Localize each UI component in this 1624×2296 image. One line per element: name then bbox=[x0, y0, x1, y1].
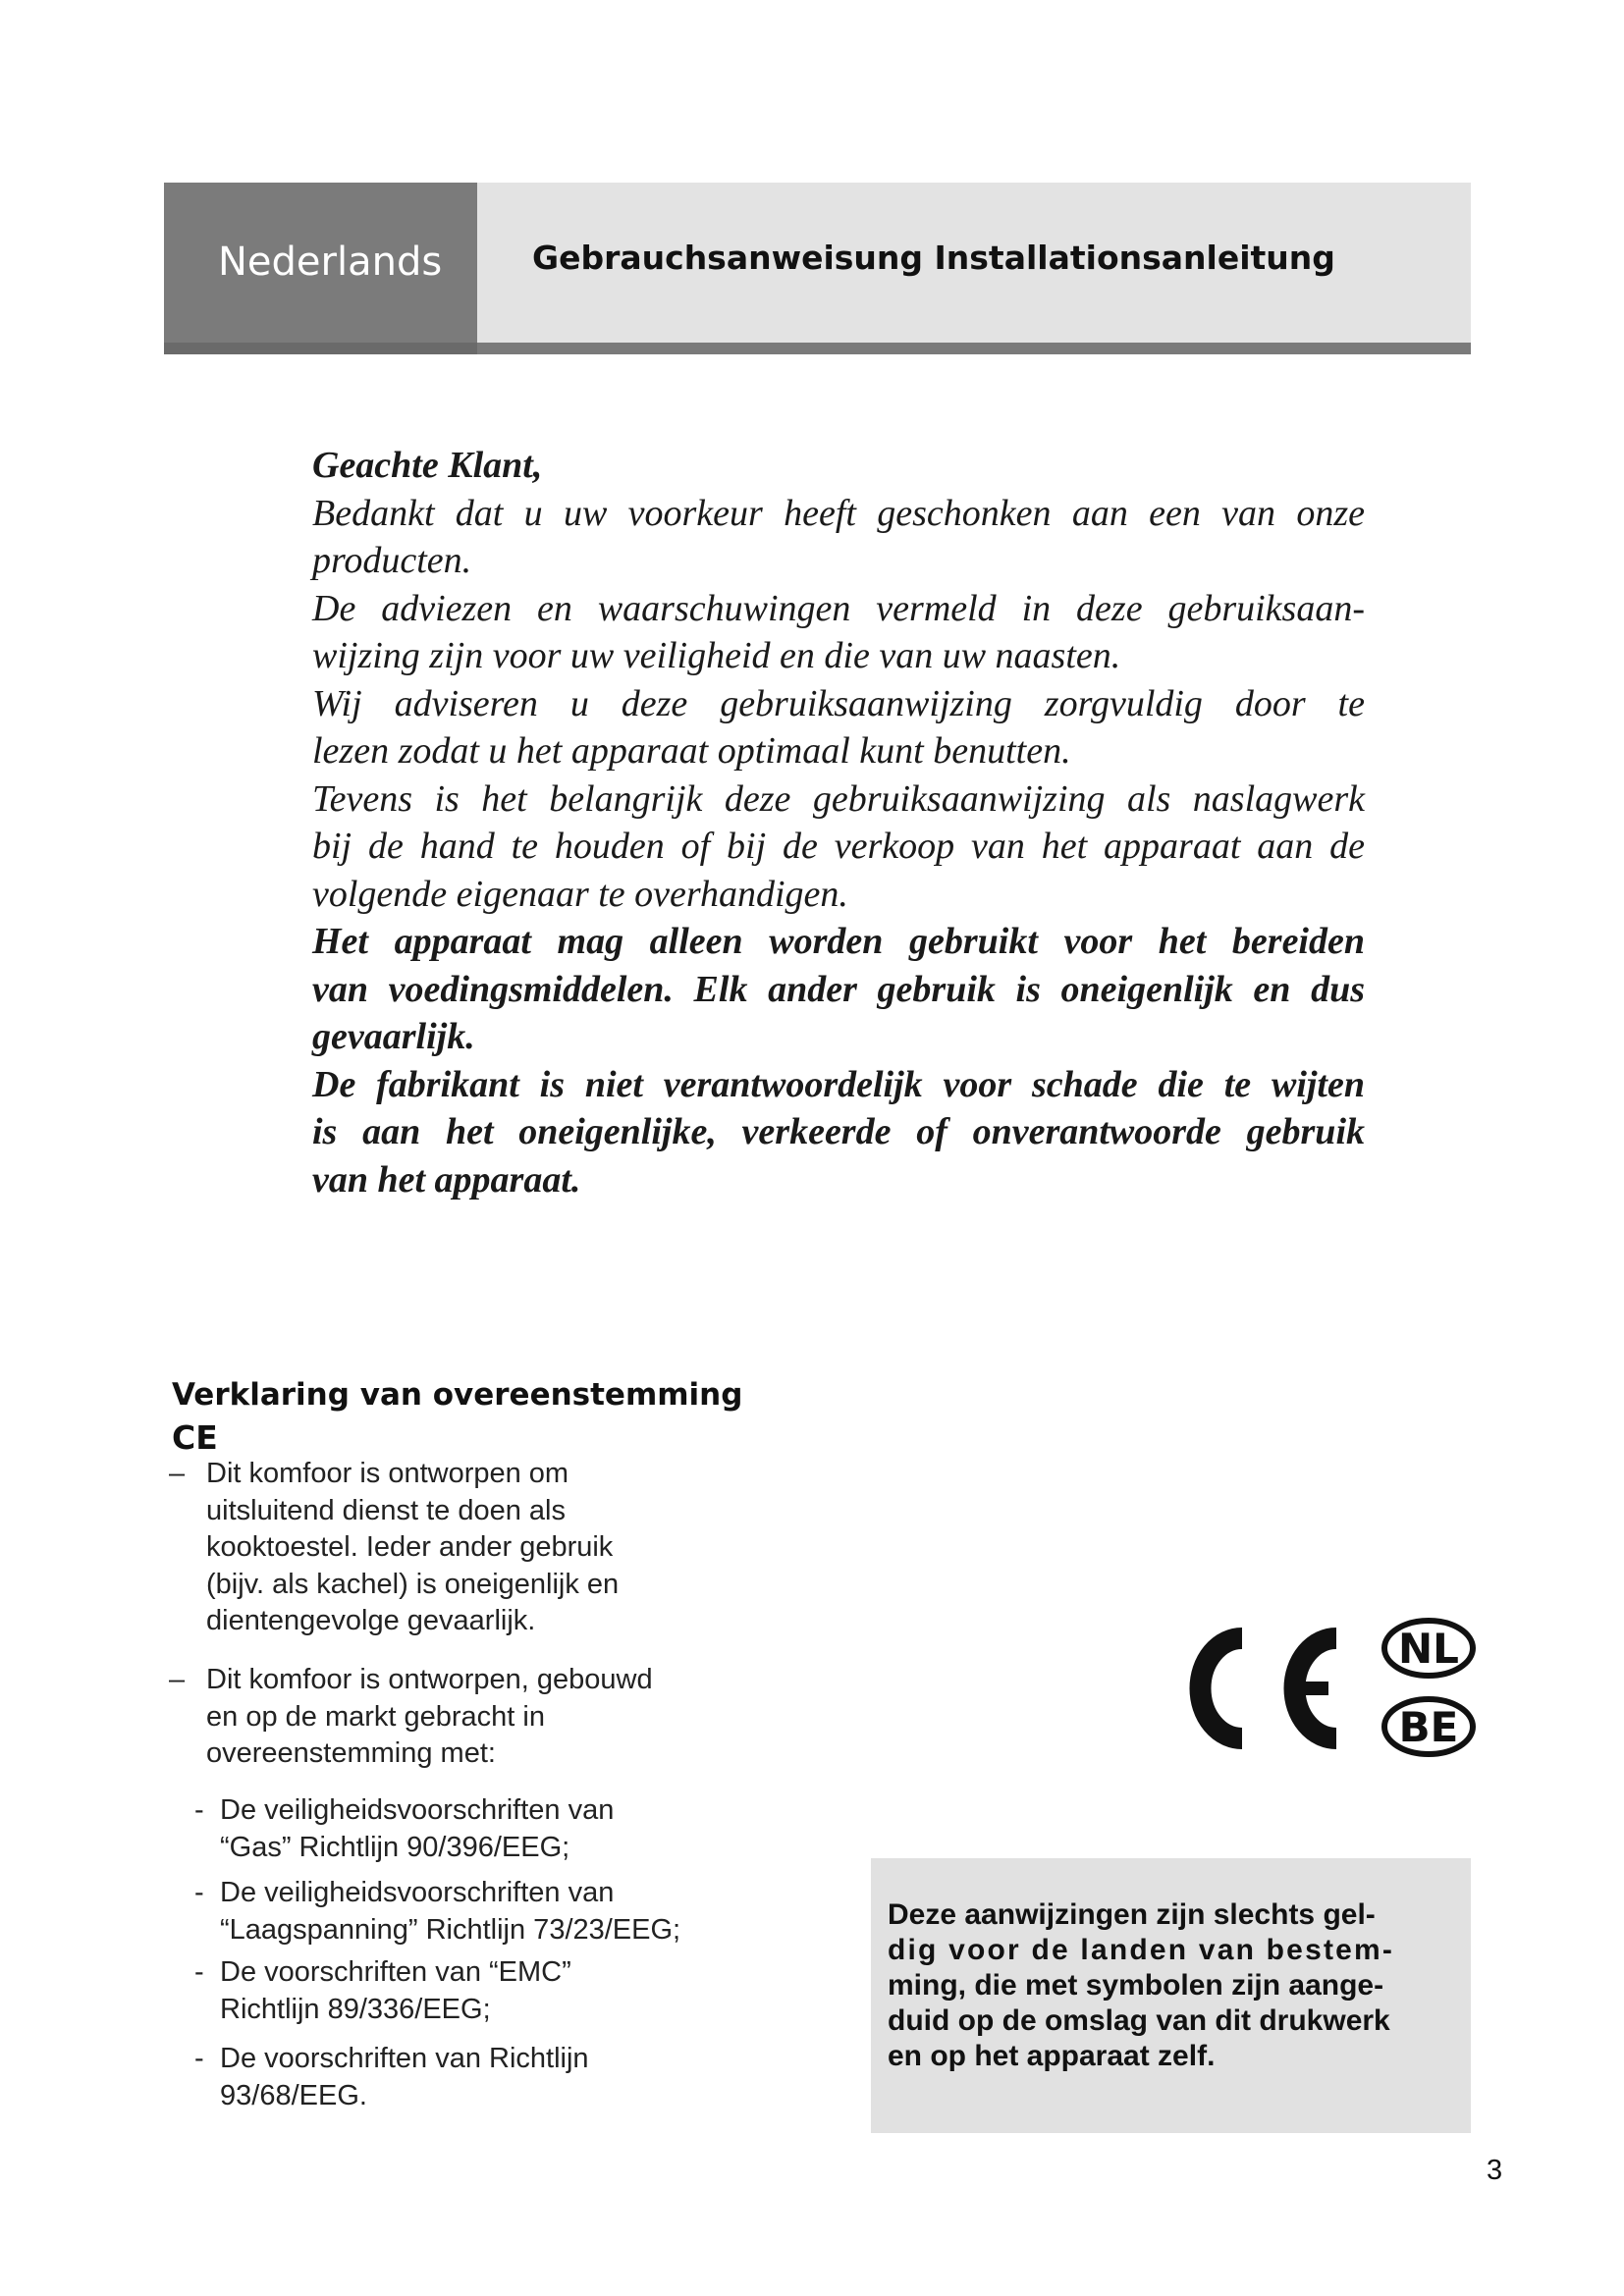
country-code-nl: NL bbox=[1398, 1625, 1459, 1673]
note-line: ming, die met symbolen zijn aange- bbox=[888, 1969, 1384, 2002]
regulation-line: “Gas” Richtlijn 90/396/EEG; bbox=[220, 1831, 570, 1863]
regulation-line: De voorschriften van “EMC” bbox=[220, 1956, 571, 1988]
regulation-line: De veiligheidsvoorschriften van bbox=[220, 1877, 615, 1908]
item-line: en op de markt gebracht in bbox=[206, 1700, 545, 1733]
warning-line: De fabrikant is niet verantwoordelijk voor schade die te wijten bbox=[312, 1063, 1365, 1105]
regulation-line: De veiligheidsvoorschriften van bbox=[220, 1794, 615, 1826]
salutation: Geachte Klant, bbox=[312, 445, 543, 486]
page-header bbox=[164, 183, 1471, 354]
regulation-line: “Laagspanning” Richtlijn 73/23/EEG; bbox=[220, 1913, 681, 1946]
regulation-line: 93/68/EEG. bbox=[220, 2079, 367, 2111]
sub-marker: - bbox=[194, 1877, 204, 1908]
warning-line: van het apparaat. bbox=[312, 1158, 581, 1201]
item-line: dientengevolge gevaarlijk. bbox=[206, 1605, 536, 1636]
declaration-title: Verklaring van overeenstemming bbox=[172, 1377, 743, 1413]
intro-line: wijzing zijn voor uw veiligheid en die van uw naasten. bbox=[312, 635, 1121, 676]
regulation-item bbox=[194, 1875, 803, 1949]
intro-line: producten. bbox=[312, 540, 472, 581]
country-code-be: BE bbox=[1398, 1703, 1459, 1751]
note-line: duid op de omslag van dit drukwerk bbox=[888, 2004, 1390, 2037]
item-line: Dit komfoor is ontworpen om bbox=[206, 1458, 569, 1489]
item-line: (bijv. als kachel) is oneigenlijk en bbox=[206, 1568, 620, 1600]
sub-marker: - bbox=[194, 1794, 204, 1826]
ce-country-marks bbox=[1173, 1605, 1476, 1770]
note-line: dig voor de landen van bestem- bbox=[888, 1934, 1395, 1966]
intro-line: De adviezen en waarschuwingen vermeld in deze gebruiksaan- bbox=[312, 587, 1365, 629]
sub-marker: - bbox=[194, 1956, 204, 1988]
dash-marker: – bbox=[169, 1458, 186, 1489]
intro-line: Bedankt dat u uw voorkeur heeft geschonken aan een van onze bbox=[312, 492, 1365, 534]
intro-line: lezen zodat u het apparaat optimaal kunt benutten. bbox=[312, 730, 1071, 772]
warning-line: van voedingsmiddelen. Elk ander gebruik is oneigenlijk en dus bbox=[312, 968, 1365, 1010]
regulation-item bbox=[194, 2041, 803, 2114]
dash-marker: – bbox=[169, 1664, 186, 1695]
ce-label: CE bbox=[172, 1418, 218, 1457]
declaration-item-2 bbox=[169, 1662, 778, 1773]
item-line: kooktoestel. Ieder ander gebruik bbox=[206, 1531, 614, 1563]
regulation-line: De voorschriften van Richtlijn bbox=[220, 2043, 589, 2074]
intro-line: Tevens is het belangrijk deze gebruiksaanwijzing als naslagwerk bbox=[312, 777, 1365, 820]
language-tab bbox=[164, 183, 477, 354]
declaration-item-1 bbox=[169, 1456, 778, 1640]
item-line: uitsluitend dienst te doen als bbox=[206, 1494, 566, 1526]
item-line: Dit komfoor is ontworpen, gebouwd bbox=[206, 1664, 653, 1695]
warning-line: is aan het oneigenlijke, verkeerde of onverantwoorde gebruik bbox=[312, 1111, 1365, 1152]
validity-note bbox=[871, 1858, 1471, 2133]
item-line: overeenstemming met: bbox=[206, 1737, 496, 1769]
note-line: Deze aanwijzingen zijn slechts gel- bbox=[888, 1898, 1376, 1931]
intro-line: volgende eigenaar te overhandigen. bbox=[312, 873, 848, 915]
regulation-line: Richtlijn 89/336/EEG; bbox=[220, 1993, 491, 2025]
sub-marker: - bbox=[194, 2043, 204, 2074]
warning-line: Het apparaat mag alleen worden gebruikt voor het bereiden bbox=[312, 921, 1365, 962]
page-number: 3 bbox=[1487, 2155, 1503, 2186]
header-title: Gebrauchsanweisung Installationsanleitung bbox=[532, 239, 1335, 277]
note-line: en op het apparaat zelf. bbox=[888, 2040, 1216, 2072]
intro-line: Wij adviseren u deze gebruiksaanwijzing zorgvuldig door te bbox=[312, 682, 1365, 724]
intro-line: bij de hand te houden of bij de verkoop van het apparaat aan de bbox=[312, 826, 1365, 867]
language-label: Nederlands bbox=[218, 240, 443, 285]
warning-line: gevaarlijk. bbox=[312, 1016, 475, 1057]
regulation-item bbox=[194, 1954, 803, 2028]
intro-text bbox=[312, 442, 1365, 1203]
header-title-box bbox=[477, 183, 1471, 354]
ce-mark-icon bbox=[1201, 1638, 1337, 1738]
regulation-item bbox=[194, 1792, 803, 1866]
